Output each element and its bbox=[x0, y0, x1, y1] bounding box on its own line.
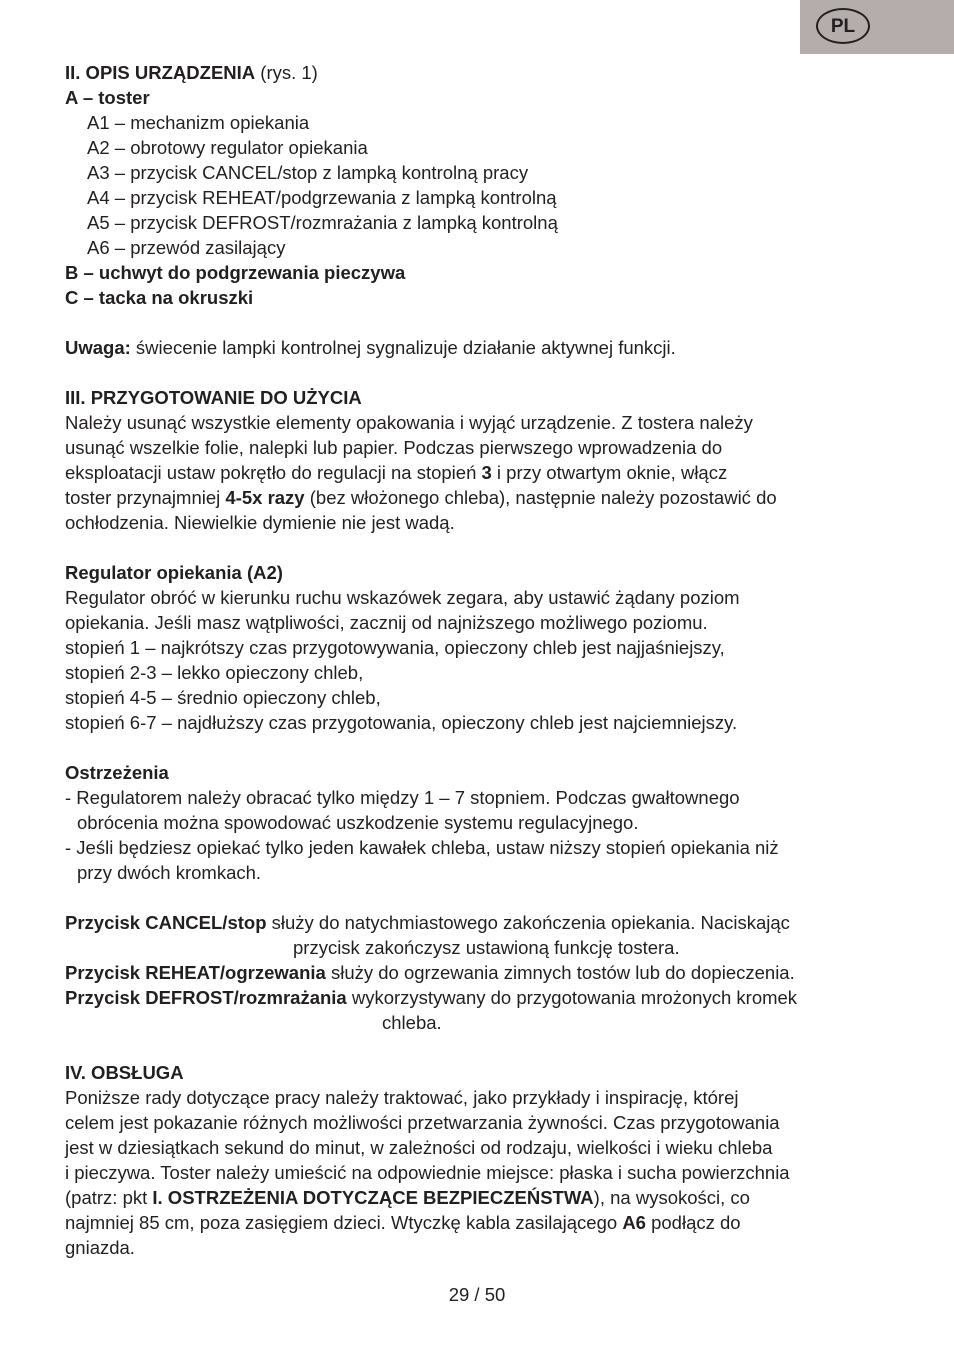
cancel-continuation: przycisk zakończysz ustawioną funkcję tostera. bbox=[293, 937, 680, 958]
paragraph-line: usunąć wszelkie folie, nalepki lub papier. Podczas pierwszego wprowadzenia do bbox=[65, 437, 723, 458]
list-item-a6: A6 – przewód zasilający bbox=[87, 237, 286, 258]
paragraph-line: Poniższe rady dotyczące pracy należy traktować, jako przykłady i inspirację, której bbox=[65, 1087, 739, 1108]
setting-value: 3 bbox=[481, 462, 492, 483]
warning-line: obrócenia można spowodować uszkodzenie systemu regulacyjnego. bbox=[77, 812, 639, 833]
warnings-title: Ostrzeżenia bbox=[65, 762, 169, 783]
reheat-button-description bbox=[65, 960, 885, 985]
defrost-label: Przycisk DEFROST/rozmrażania bbox=[65, 987, 347, 1008]
warning-line: przy dwóch kromkach. bbox=[77, 862, 262, 883]
list-item-a1: A1 – mechanizm opiekania bbox=[87, 112, 310, 133]
text-span: eksploatacji ustaw pokrętło do regulacji na stopień bbox=[65, 462, 482, 483]
level-line: stopień 1 – najkrótszy czas przygotowywania, opieczony chleb jest najjaśniejszy, bbox=[65, 637, 725, 658]
list-item-a5: A5 – przycisk DEFROST/rozmrażania z lampką kontrolną bbox=[87, 212, 558, 233]
paragraph-line: ochłodzenia. Niewielkie dymienie nie jest wadą. bbox=[65, 512, 455, 533]
paragraph-line bbox=[65, 1185, 885, 1210]
page-number: 29 / 50 bbox=[448, 1284, 506, 1305]
paragraph-line bbox=[65, 1210, 885, 1235]
text-span: ), na wysokości, co bbox=[593, 1187, 750, 1208]
paragraph-line bbox=[65, 485, 885, 510]
paragraph-line: celem jest pokazanie różnych możliwości przetwarzania żywności. Czas przygotowania bbox=[65, 1112, 780, 1133]
level-line: stopień 4-5 – średnio opieczony chleb, bbox=[65, 687, 381, 708]
language-tab bbox=[800, 0, 954, 54]
note-paragraph bbox=[65, 335, 885, 360]
language-code: PL bbox=[830, 15, 856, 37]
language-badge bbox=[816, 8, 870, 44]
paragraph-line: i pieczywa. Toster należy umieścić na odpowiednie miejsce: płaska i sucha powierzchnia bbox=[65, 1162, 790, 1183]
section-4-title: IV. OBSŁUGA bbox=[65, 1062, 184, 1083]
reheat-label: Przycisk REHEAT/ogrzewania bbox=[65, 962, 326, 983]
part-b-heading bbox=[65, 260, 885, 285]
section-3-title: III. PRZYGOTOWANIE DO UŻYCIA bbox=[65, 387, 362, 408]
warning-line: - Jeśli będziesz opiekać tylko jeden kawałek chleba, ustaw niższy stopień opiekania niż bbox=[65, 837, 779, 858]
paragraph-line: Regulator obróć w kierunku ruchu wskazówek zegara, aby ustawić żądany poziom bbox=[65, 587, 740, 608]
cancel-label: Przycisk CANCEL/stop bbox=[65, 912, 267, 933]
text-span: służy do ogrzewania zimnych tostów lub do dopieczenia. bbox=[325, 962, 795, 983]
cable-reference: A6 bbox=[622, 1212, 646, 1233]
part-c-heading bbox=[65, 285, 885, 310]
section-4-heading bbox=[65, 1060, 885, 1085]
paragraph-line: gniazda. bbox=[65, 1237, 135, 1258]
part-a-label: A – toster bbox=[65, 87, 150, 108]
level-line: stopień 2-3 – lekko opieczony chleb, bbox=[65, 662, 364, 683]
text-span: podłącz do bbox=[645, 1212, 741, 1233]
safety-reference: I. OSTRZEŻENIA DOTYCZĄCE BEZPIECZEŃSTWA bbox=[152, 1187, 594, 1208]
section-2-title: II. OPIS URZĄDZENIA bbox=[65, 62, 256, 83]
cancel-button-description bbox=[65, 910, 885, 935]
text-span: najmniej 85 cm, poza zasięgiem dzieci. Wtyczkę kabla zasilającego bbox=[65, 1212, 623, 1233]
warning-line: - Regulatorem należy obracać tylko między 1 – 7 stopniem. Podczas gwałtownego bbox=[65, 787, 740, 808]
page-content bbox=[65, 60, 885, 1260]
part-b-label: B – uchwyt do podgrzewania pieczywa bbox=[65, 262, 406, 283]
regulator-heading bbox=[65, 560, 885, 585]
text-span: toster przynajmniej bbox=[65, 487, 226, 508]
part-c-label: C – tacka na okruszki bbox=[65, 287, 254, 308]
defrost-continuation: chleba. bbox=[382, 1012, 442, 1033]
text-span: służy do natychmiastowego zakończenia opiekania. Naciskając bbox=[266, 912, 790, 933]
paragraph-line bbox=[65, 460, 885, 485]
text-span: wykorzystywany do przygotowania mrożonych kromek bbox=[346, 987, 798, 1008]
part-a-heading bbox=[65, 85, 885, 110]
list-item-a3: A3 – przycisk CANCEL/stop z lampką kontrolną pracy bbox=[87, 162, 529, 183]
defrost-button-description bbox=[65, 985, 885, 1010]
warnings-heading bbox=[65, 760, 885, 785]
regulator-title: Regulator opiekania (A2) bbox=[65, 562, 283, 583]
text-span: (bez włożonego chleba), następnie należy pozostawić do bbox=[304, 487, 777, 508]
text-span: (patrz: pkt bbox=[65, 1187, 153, 1208]
repeat-count: 4-5x razy bbox=[225, 487, 305, 508]
paragraph-line: opiekania. Jeśli masz wątpliwości, zacznij od najniższego możliwego poziomu. bbox=[65, 612, 708, 633]
text-span: i przy otwartym oknie, włącz bbox=[491, 462, 728, 483]
section-2-heading bbox=[65, 60, 885, 85]
note-text: świecenie lampki kontrolnej sygnalizuje działanie aktywnej funkcji. bbox=[130, 337, 676, 358]
section-2-title-suffix: (rys. 1) bbox=[255, 62, 318, 83]
paragraph-line: Należy usunąć wszystkie elementy opakowania i wyjąć urządzenie. Z tostera należy bbox=[65, 412, 753, 433]
level-line: stopień 6-7 – najdłuższy czas przygotowania, opieczony chleb jest najciemniejszy. bbox=[65, 712, 738, 733]
note-label: Uwaga: bbox=[65, 337, 131, 358]
list-item-a2: A2 – obrotowy regulator opiekania bbox=[87, 137, 368, 158]
list-item-a4: A4 – przycisk REHEAT/podgrzewania z lampką kontrolną bbox=[87, 187, 557, 208]
paragraph-line: jest w dziesiątkach sekund do minut, w zależności od rodzaju, wielkości i wieku chleba bbox=[65, 1137, 773, 1158]
section-3-heading bbox=[65, 385, 885, 410]
